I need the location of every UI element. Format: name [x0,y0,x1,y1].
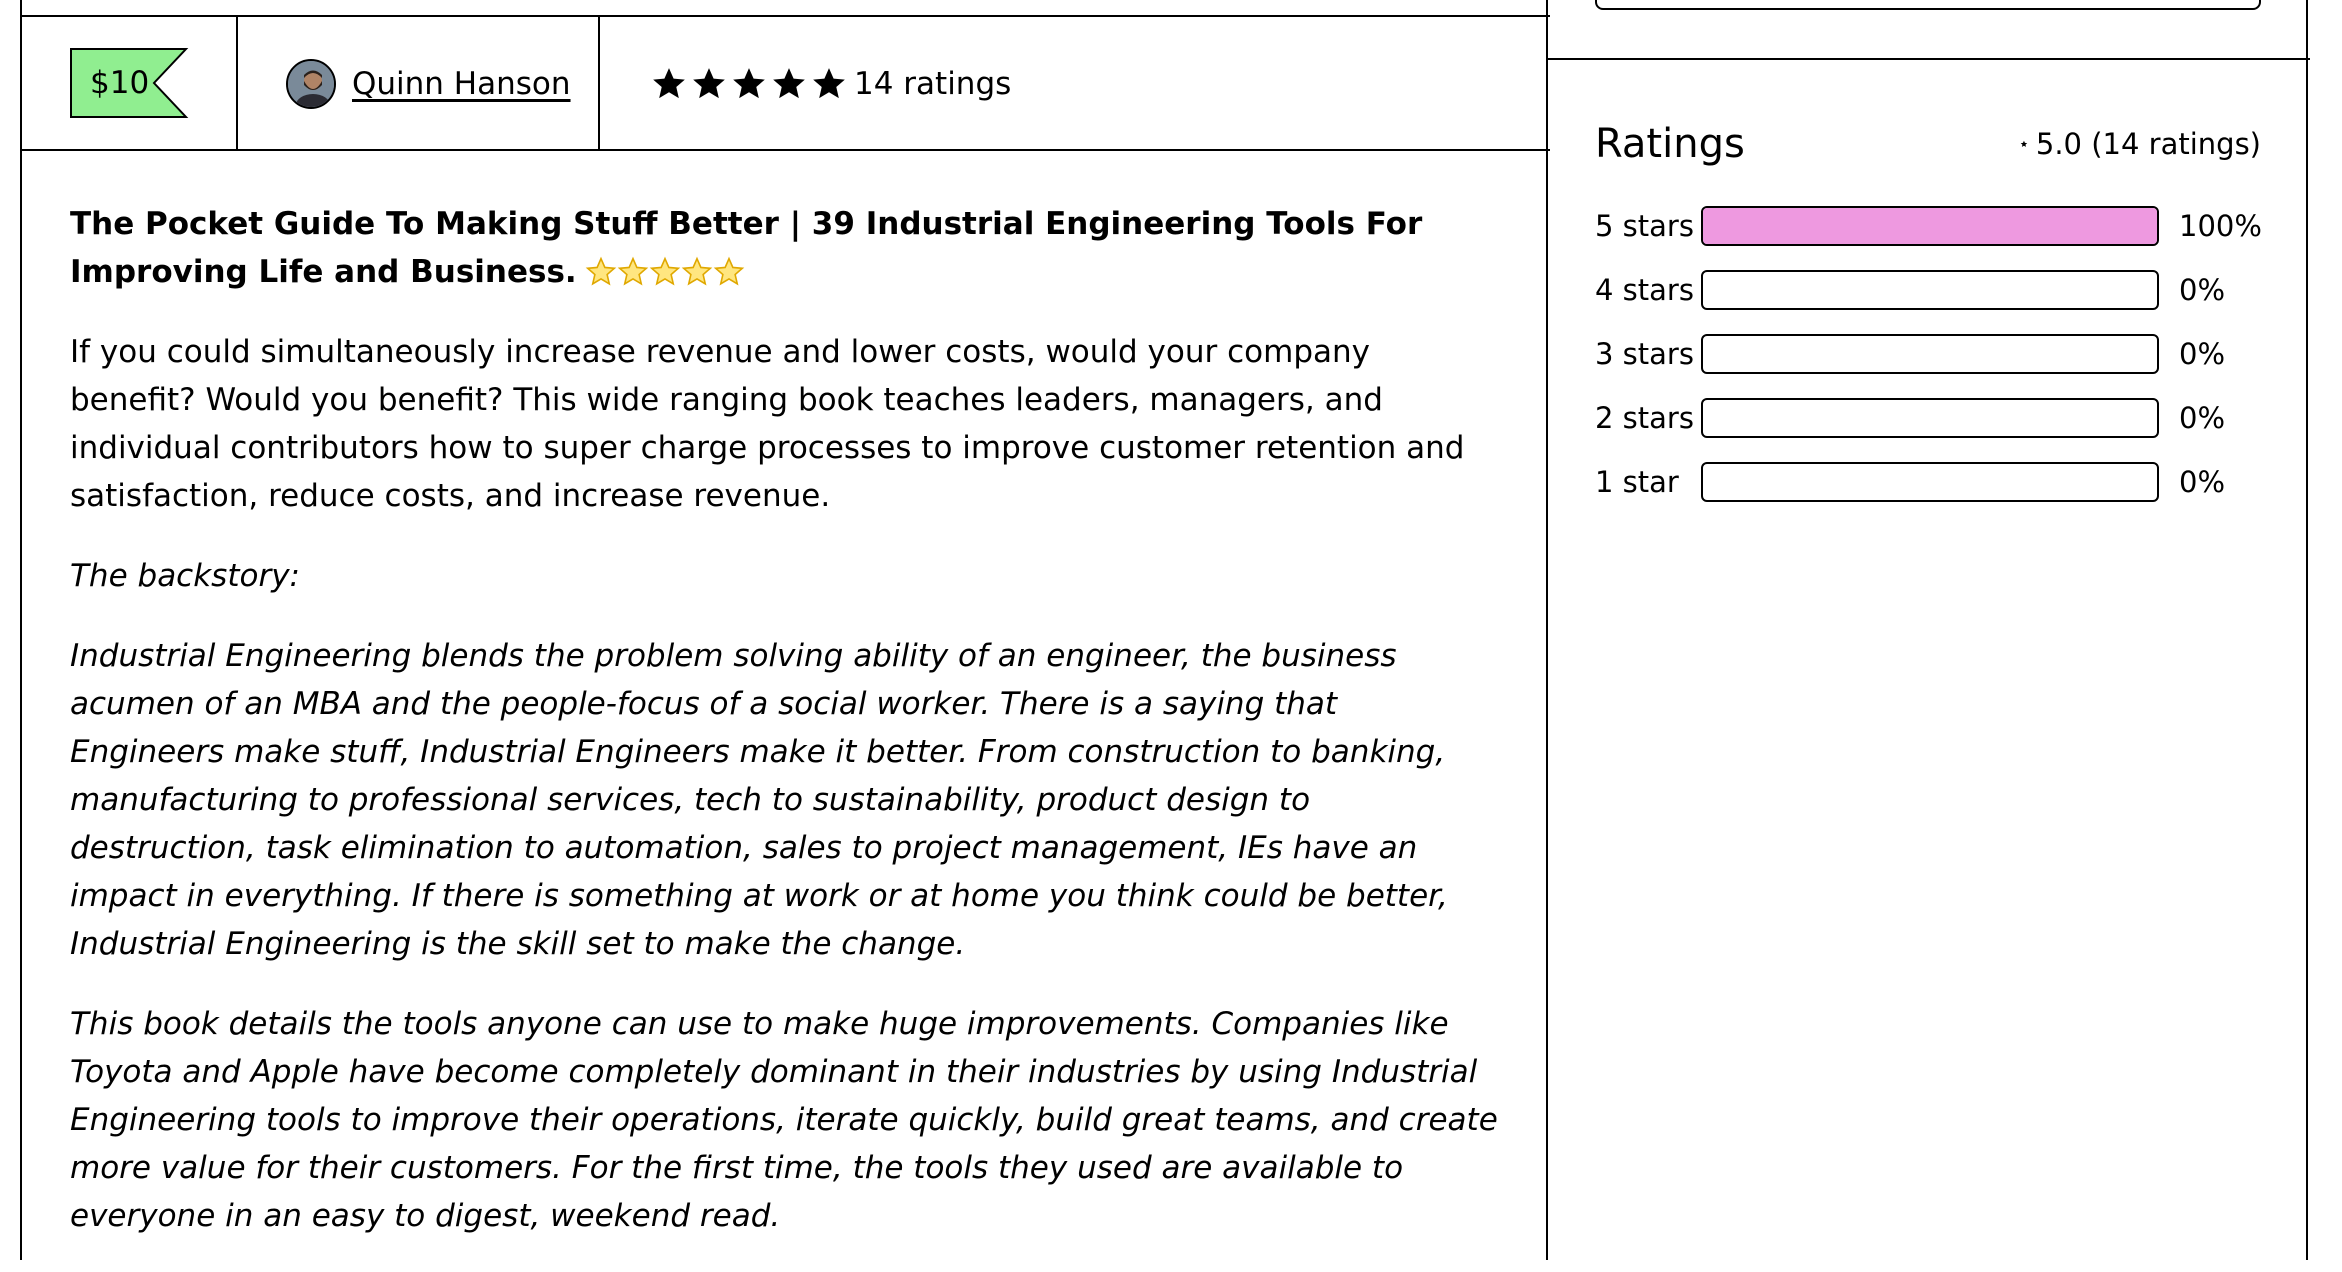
author-link[interactable]: Quinn Hanson [352,66,571,102]
rating-row-percent: 0% [2179,273,2226,307]
star-emoji-icon [617,256,649,288]
header-divider [20,149,1550,151]
rating-row-percent: 0% [2179,401,2226,435]
rating-row-percent: 0% [2179,465,2226,499]
rating-bar-fill [1703,208,2157,244]
description-paragraph: If you could simultaneously increase revenue and lower costs, would your company benefit? Would you benefit? This wide ranging book teaches leaders, managers, and individual contributors how to super charge processes to improve customer retention and satisfaction, reduce costs, and increase revenue. [70,334,1465,514]
rating-row-label: 4 stars [1595,273,1694,307]
author-divider [598,15,600,151]
product-description [70,200,1500,1272]
rating-bar [1701,206,2159,246]
rating-row-percent: 100% [2179,209,2262,243]
rating-row-4 [1595,270,2275,310]
rating-row-label: 1 star [1595,465,1679,499]
star-icon [810,65,848,103]
star-emoji-icon [585,256,617,288]
star-icon [770,65,808,103]
description-paragraph: This book details the tools anyone can use to make huge improvements. Companies like Toyota and Apple have become completely dominant in their industries by using Industrial Engineering tools to improve their operations, iterate quickly, build great teams, and create more value for their customers. For the first time, the tools they used are available to everyone in an easy to digest, weekend read. [70,1006,1498,1234]
ratings-count: 14 ratings [854,66,1012,102]
ratings-summary-text: 5.0 (14 ratings) [2035,127,2261,161]
star-emoji-icon [649,256,681,288]
description-paragraph: Industrial Engineering blends the problem solving ability of an engineer, the business acumen of an MBA and the people-focus of a social worker. There is a saying that Engineers make stuff, Industrial Engineers make it better. From construction to banking, manufacturing to professional services, tech to sustainability, product design to destruction, task elimination to automation, sales to project management, IEs have an impact in everything. If there is something at work or at home you think could be better, Industrial Engineering is the skill set to make the change. [70,638,1448,962]
price-label: $10 [90,65,150,101]
sidebar-top-box[interactable] [1595,0,2261,10]
star-icon [650,65,688,103]
ratings-summary [2020,122,2261,166]
rating-row-label: 2 stars [1595,401,1694,435]
price-divider [236,15,238,151]
rating-row-1 [1595,462,2275,502]
star-emoji-icon [681,256,713,288]
product-title [70,200,1500,296]
star-emoji-icon [713,256,745,288]
star-icon [2020,128,2028,160]
backstory-heading: The backstory: [70,558,300,594]
rating-row-label: 3 stars [1595,337,1694,371]
top-divider [20,15,1550,17]
title-emoji-stars [585,256,745,288]
rating-bar [1701,398,2159,438]
star-icon [690,65,728,103]
rating-row-label: 5 stars [1595,209,1694,243]
rating-bar [1701,462,2159,502]
rating-row-2 [1595,398,2275,438]
product-stars [650,62,1011,106]
rating-row-5 [1595,206,2275,246]
rating-row-3 [1595,334,2275,374]
star-icon [730,65,768,103]
price-tag [70,48,190,118]
sidebar-divider [1548,58,2310,60]
ratings-heading: Ratings [1595,121,1745,167]
rating-row-percent: 0% [2179,337,2226,371]
rating-bar [1701,334,2159,374]
author-avatar[interactable] [286,59,336,109]
product-title-text: The Pocket Guide To Making Stuff Better | 39 Industrial Engineering Tools For Improving Life and Business. [70,206,1423,290]
rating-bar [1701,270,2159,310]
ratings-sidebar [1548,0,2308,1260]
